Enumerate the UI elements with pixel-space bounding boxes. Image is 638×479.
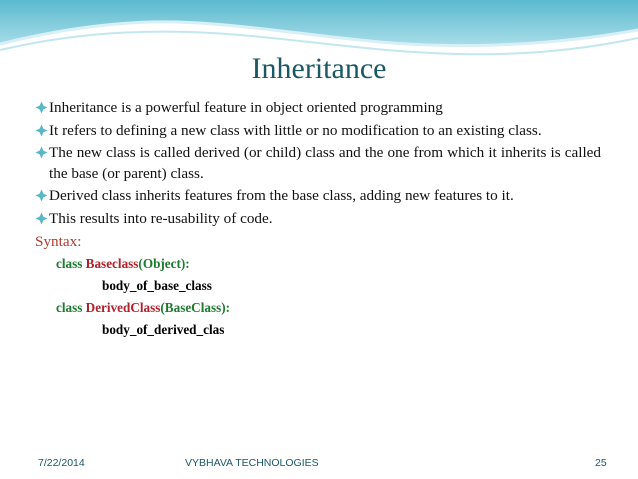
bullet-item	[35, 209, 601, 230]
bullet-item	[35, 98, 601, 119]
code-argument: (Object):	[138, 256, 190, 271]
bullet-item	[35, 121, 601, 142]
bullet-text: Derived class inherits features from the base class, adding new features to it.	[49, 187, 514, 204]
code-keyword: class	[56, 256, 86, 271]
code-line-base-body: body_of_base_class	[102, 278, 212, 293]
diamond-bullet-icon	[35, 124, 48, 137]
code-line-derived-body: body_of_derived_clas	[102, 322, 225, 337]
diamond-bullet-icon	[35, 146, 48, 159]
diamond-bullet-icon	[35, 101, 48, 114]
code-class-name: DerivedClass	[85, 300, 161, 315]
bullet-text: The new class is called derived (or child) class and the one from which it inherits is called the base (or parent) class.	[49, 144, 601, 182]
bullet-text: Inheritance is a powerful feature in object oriented programming	[49, 99, 443, 116]
bullet-item	[35, 143, 601, 184]
code-argument: (BaseClass):	[160, 300, 231, 315]
code-line-base-class	[35, 253, 601, 275]
bullet-text: It refers to defining a new class with little or no modification to an existing class.	[49, 121, 542, 139]
footer-company: VYBHAVA TECHNOLOGIES	[185, 457, 319, 469]
slide-title: Inheritance	[251, 52, 387, 85]
code-keyword: class	[56, 300, 86, 315]
code-class-name: Baseclass	[85, 256, 139, 271]
diamond-bullet-icon	[35, 189, 48, 202]
header-wave-decoration	[0, 0, 638, 60]
bullet-text: This results into re-usability of code.	[49, 209, 273, 227]
footer-page-number: 25	[595, 457, 607, 469]
code-line-derived-class	[35, 297, 601, 319]
footer-date: 7/22/2014	[38, 457, 85, 469]
bullet-item	[35, 186, 601, 207]
slide-body	[35, 98, 601, 341]
syntax-label: Syntax:	[35, 233, 82, 250]
diamond-bullet-icon	[35, 212, 48, 225]
